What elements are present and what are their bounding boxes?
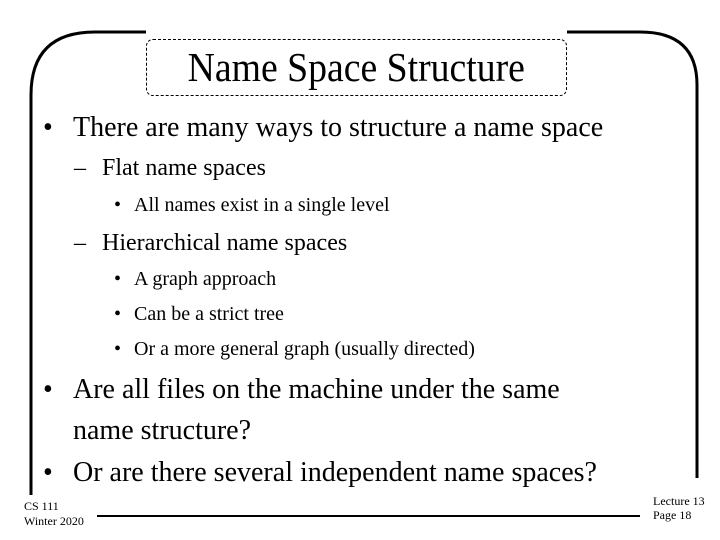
bullet-item <box>43 114 603 142</box>
sub-bullet-text: Flat name spaces <box>102 155 266 181</box>
sub-sub-bullet-item <box>114 269 276 289</box>
footer-lecture: Lecture 13 <box>653 494 705 508</box>
footer-course-info <box>24 499 84 529</box>
footer-lecture-info <box>653 494 705 522</box>
bullet-marker: • <box>114 303 122 325</box>
sub-bullet-item <box>74 156 266 180</box>
sub-sub-bullet-text: All names exist in a single level <box>134 194 390 216</box>
bullet-marker: • <box>114 194 122 216</box>
footer-term: Winter 2020 <box>24 514 84 528</box>
bullet-continuation <box>73 417 251 445</box>
sub-sub-bullet-text: Or a more general graph (usually directed) <box>134 338 475 360</box>
frame-top-right-curve <box>567 32 697 478</box>
sub-sub-bullet-item <box>114 339 475 359</box>
sub-bullet-text: Hierarchical name spaces <box>102 230 348 256</box>
bullet-text-line-1: Are all files on the machine under the same <box>73 374 560 405</box>
bullet-text-line-2: name structure? <box>73 415 252 446</box>
bullet-text: There are many ways to structure a name space <box>73 112 604 143</box>
dash-marker: – <box>74 155 86 181</box>
slide-title: Name Space Structure <box>187 44 526 90</box>
sub-sub-bullet-text: A graph approach <box>134 268 277 290</box>
sub-sub-bullet-item <box>114 195 390 215</box>
bullet-marker: • <box>43 374 53 405</box>
title-box <box>146 39 567 96</box>
bullet-text: Or are there several independent name spaces? <box>73 457 597 488</box>
bullet-marker: • <box>114 338 122 360</box>
bullet-item <box>43 376 560 404</box>
bullet-marker: • <box>43 457 53 488</box>
dash-marker: – <box>74 230 86 256</box>
sub-bullet-item <box>74 231 347 255</box>
bullet-item <box>43 459 597 487</box>
footer-page: Page 18 <box>653 508 692 522</box>
sub-sub-bullet-text: Can be a strict tree <box>134 303 284 325</box>
sub-sub-bullet-item <box>114 304 284 324</box>
footer-course: CS 111 <box>24 499 59 513</box>
bullet-marker: • <box>43 112 53 143</box>
bullet-marker: • <box>114 268 122 290</box>
